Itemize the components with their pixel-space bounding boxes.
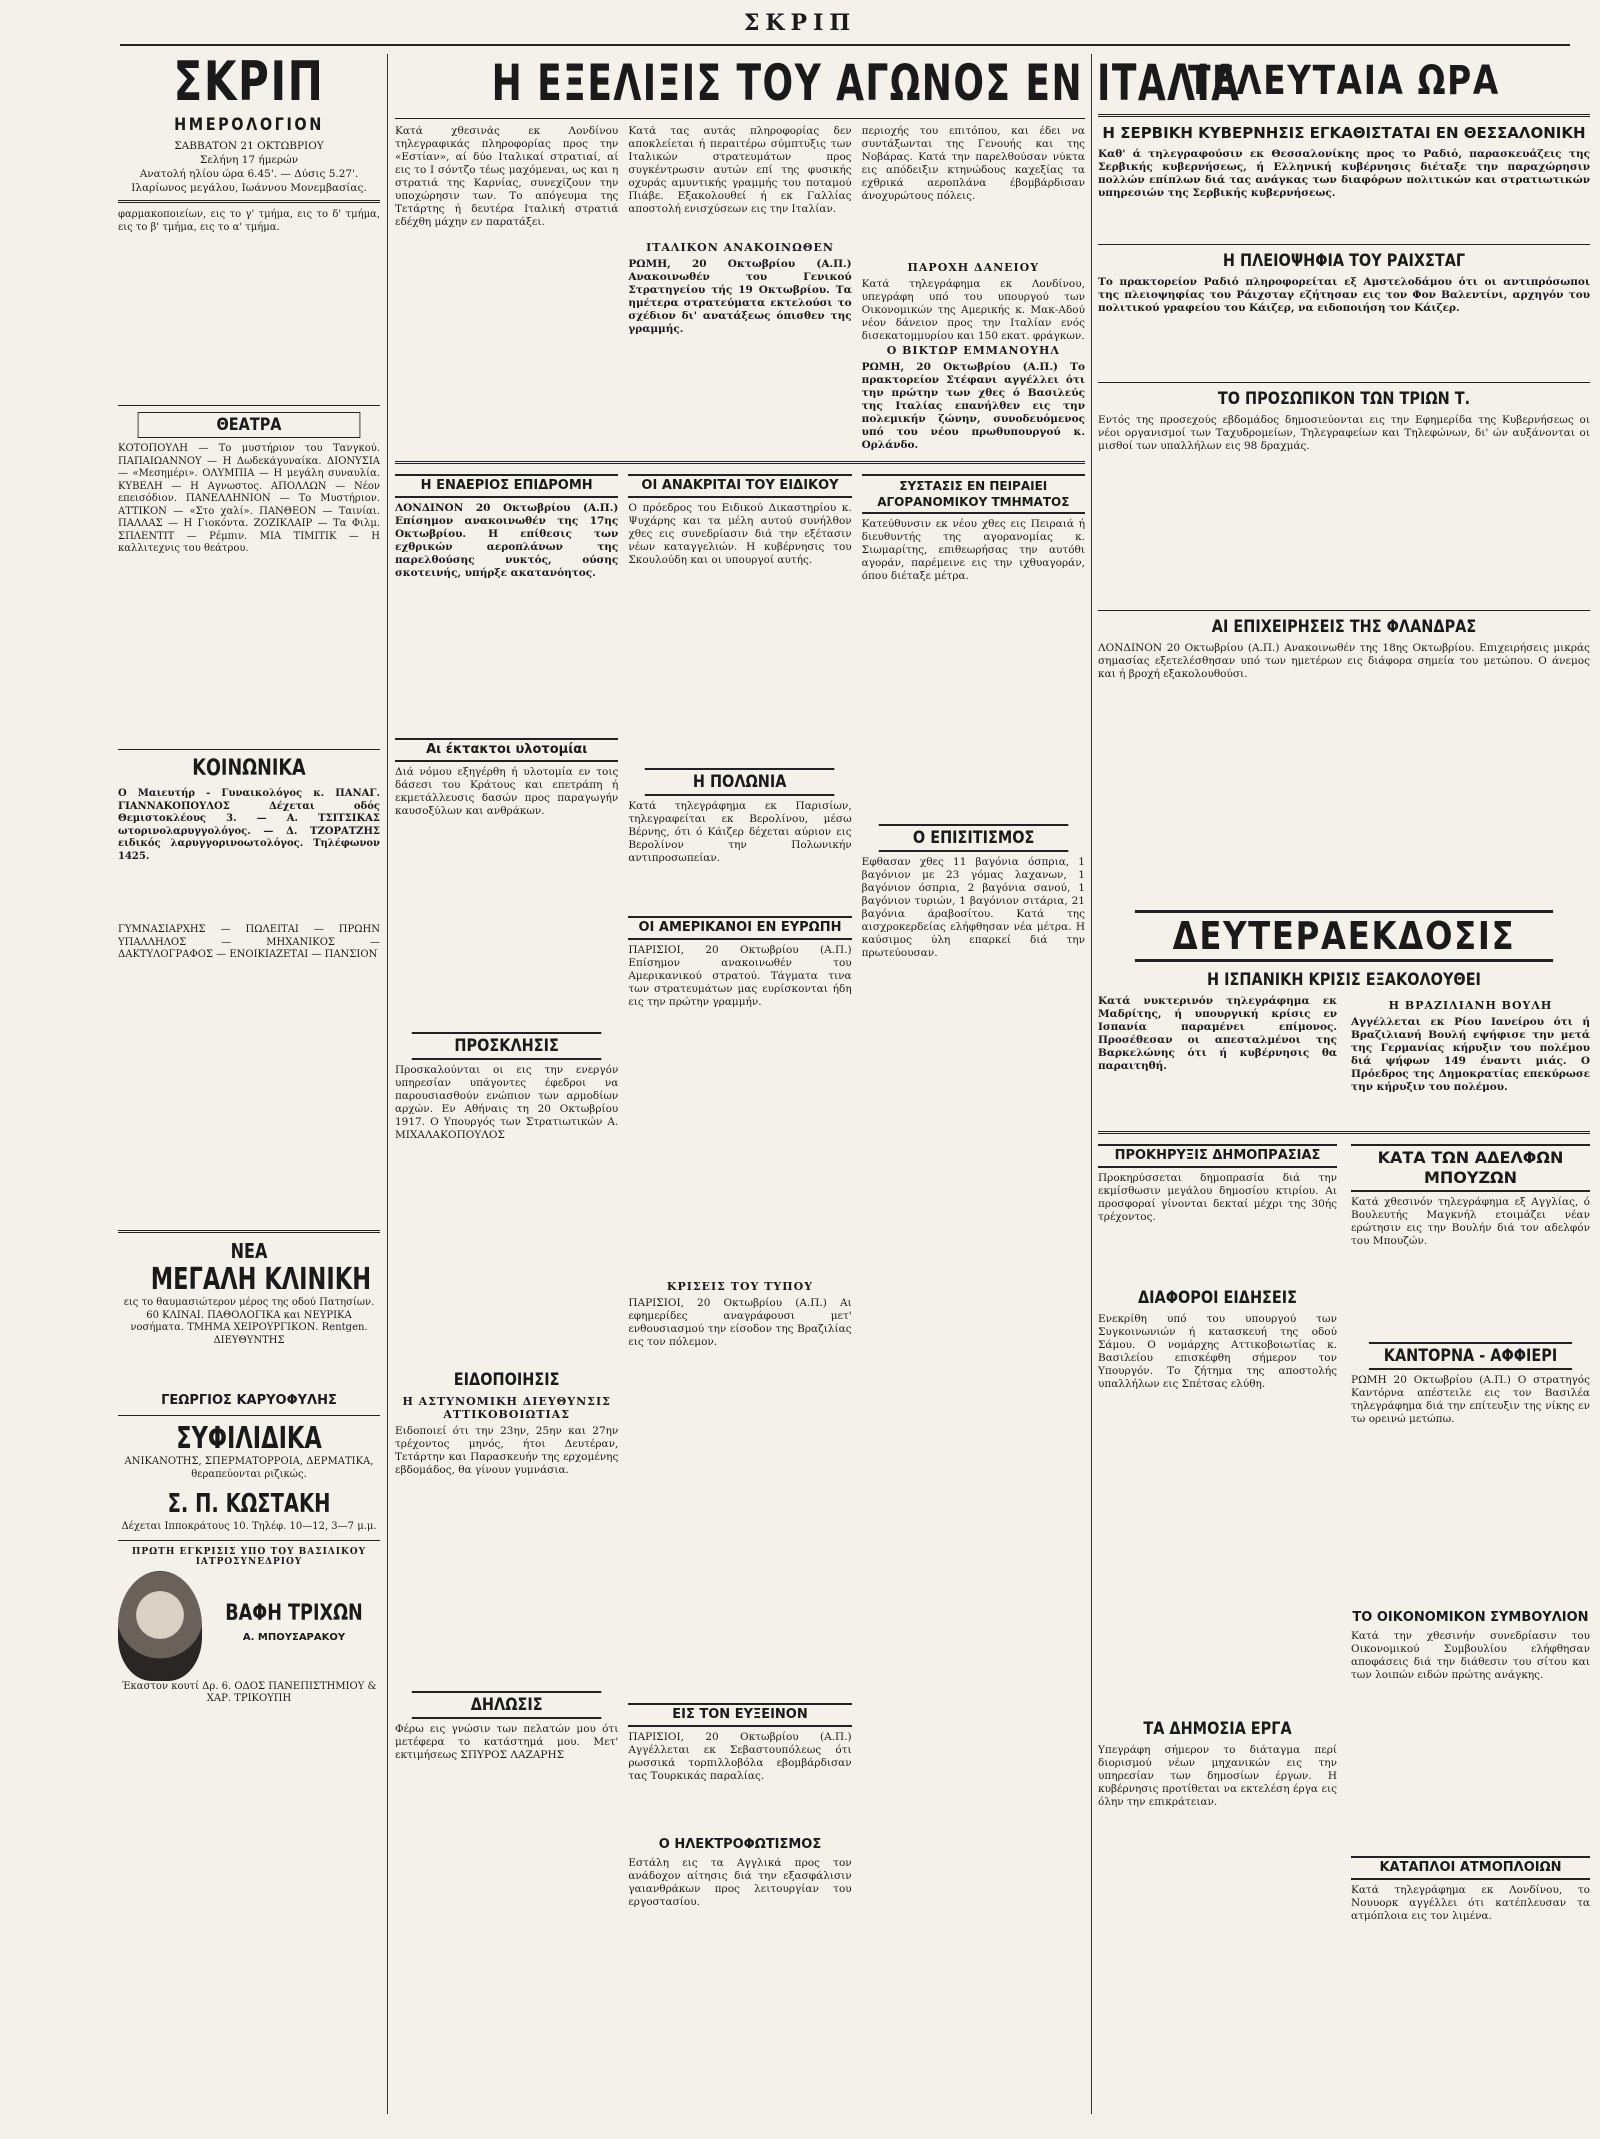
three-t-text: Εντός της προσεχούς εβδομάδος δημοσιεύονται εις την Εφημερίδα της Κυβερνήσεως οι νέοι οργανισμοί των Ταχυδρομείων, Τηλεγραφείων και Τηλεφώνων, δι' ών αυξάνονται οι μισθοί των υπαλλήλων εις 98 δραχμάς. [1098, 414, 1590, 452]
divider [118, 1230, 380, 1233]
second-edition-banner: ΔΕΥΤΕΡΑΕΚΔΟΣΙΣ [1135, 910, 1553, 962]
divider [1098, 114, 1590, 117]
electric-heading: Ο ΗΛΕΚΤΡΟΦΩΤΙΣΜΟΣ [658, 1837, 822, 1852]
tender-heading: ΠΡΟΚΗΡΥΞΙΣ ΔΗΜΟΠΡΑΣΙΑΣ [1098, 1144, 1337, 1168]
flanders-text: ΛΟΝΔΙΝΟΝ 20 Οκτωβρίου (Α.Π.) Ανακοινωθέν της 18ης Οκτωβρίου. Επιχειρήσεις μικράς σημασίας εξετελέσθησαν υπό των ημετέρων εις διάφορα σημεία του μετώπου. Ο άνεμος και ή βροχή εξακολουθούσι. [1098, 642, 1590, 680]
calendar-title: ΣΚΡΙΠ [173, 50, 325, 113]
piraeus-text: Κατεύθυνσιν εκ νέου χθες εις Πειραιά ή διευθυντής της αγορανομίας κ. Σιωμαρίτης, επιθεωρήσας την αυτόθι αγοράν, παρέμεινε εις την ιχθυαγοράν, όπου διέταξε μέτρα. [861, 518, 1085, 582]
divider [118, 1540, 380, 1541]
calendar-subtitle: ΗΜΕΡΟΛΟΓΙΟΝ [174, 115, 324, 135]
police-heading: Η ΑΣΤΥΝΟΜΙΚΗ ΔΙΕΥΘΥΝΣΙΣ ΑΤΤΙΚΟΒΟΙΩΤΙΑΣ [402, 1395, 611, 1421]
victor-text: ΡΩΜΗ, 20 Οκτωβρίου (Α.Π.) Το πρακτορείον Στέφανι αγγέλλει ότι την πρώτην των χθες ό Βασιλεύς της Ιταλίας επανήλθεν εις την πολεμικήν ζώνην, συνοδευόμενος υπό του νέου πρωθυπουργού κ. Ορλάνδο. [861, 361, 1085, 451]
hair-dye-ad-title: ΒΑΦΗ ΤΡΙΧΩΝ [225, 1600, 363, 1626]
divider [1098, 244, 1590, 245]
piraeus-heading: ΣΥΣΤΑΣΙΣ ΕΝ ΠΕΙΡΑΙΕΙ ΑΓΟΡΑΝΟΜΙΚΟΥ ΤΜΗΜΑΤΟΣ [862, 474, 1085, 514]
divider [118, 1415, 380, 1416]
food-supply-heading: Ο ΕΠΙΣΙΤΙΣΜΟΣ [878, 824, 1068, 852]
left-column [118, 50, 380, 2114]
food-supply-text: Εφθασαν χθες 11 βαγόνια όσπρια, 1 βαγόνιον με 23 γόμας λαχανων, 1 βαγόνιον όσπρια, 2 βαγόνια σανού, 1 βαγόνιον τυριών, 1 βαγόνιον σιτάρια, 21 βαγόνια άραβοσίτου. Κατά της αισχροκερδείας ελήφθησαν νέα μέτρα. Η καύσιμος ύλη επαρκεί διά την πρωτεύουσαν. [861, 856, 1085, 959]
middle-body-row [395, 470, 1085, 2110]
declaration-text: Φέρω εις γνώσιν των πελατών μου ότι μετέφερα το κατάστημά μου. Μετ' εκτιμήσεως ΣΠΥΡΟΣ ΛΑΖΑΡΗΣ [395, 1723, 619, 1761]
pharmacies-text: φαρμακοποιείων, εις το γ' τμήμα, εις το δ' τμήμα, εις το β' τμήμα, εις το α' τμήμα. [118, 209, 380, 233]
poland-text: Κατά τηλεγράφημα εκ Παρισίων, τηλεγραφείται εκ Βερολίνου, μέσω Βέρνης, ότι ό Κάιζερ δέχεται αύριον εις Βερολίνον την Πολωνικήν αντιπροσωπείαν. [628, 800, 852, 864]
invitation-text: Προσκαλούνται οι εις την ενεργόν υπηρεσίαν υπάγοντες έφεδροι να παρουσιασθούν ενώπιον των αρμοδίων αρχών. Εν Αθήναις τη 20 Οκτωβρίου 1917. Ο Υπουργός των Στρατιωτικών Α. ΜΙΧΑΛΑΚΟΠΟΥΛΟΣ [395, 1064, 619, 1141]
brazil-heading: Η ΒΡΑΖΙΛΙΑΝΗ ΒΟΥΛΗ [1388, 999, 1553, 1012]
clinic-ad-top: ΝΕΑ [230, 1239, 268, 1263]
spain-heading: Η ΙΣΠΑΝΙΚΗ ΚΡΙΣΙΣ ΕΞΑΚΟΛΟΥΘΕΙ [1207, 970, 1481, 990]
syph-ad-doctor: Σ. Π. ΚΩΣΤΑΚΗ [167, 1489, 331, 1519]
divider [1098, 610, 1590, 611]
calendar-sun: Ανατολή ηλίου ώρα 6.45'. — Δύσις 5.27'. [139, 168, 359, 180]
syph-ad [118, 1422, 380, 1534]
spain-text: Κατά νυκτερινόν τηλεγράφημα εκ Μαδρίτης, ή υπουργική κρίσις εν Ισπανία παραμένει επίμονος. Προσέθεσαν οι απεσταλμένοι της Βαρκελώνης ότι ή κυβέρνησις θα παραιτηθή. [1098, 995, 1337, 1072]
divider [1098, 1131, 1590, 1134]
serbia-text: Καθ' ά τηλεγραφούσιν εκ Θεσσαλονίκης προς το Ραδιό, παρασκευάζεις της Σερβικής κυβερνήσεως, ή Ελληνική κυβέρνησις διέταξε την παραχώρησιν πολλών επίπλων διά τας ανάγκας των διαφόρων πολιτικών και στρατιωτικών υπηρεσιών της Σερβικής κυβερνήσεως. [1098, 148, 1590, 199]
three-t-heading: ΤΟ ΠΡΟΣΩΠΙΚΟΝ ΤΩΝ ΤΡΙΩΝ Τ. [1217, 389, 1471, 409]
cadorna-heading: ΚΑΝΤΟΡΝΑ - ΑΦΦΙΕΡΙ [1369, 1342, 1572, 1370]
press-heading: ΚΡΙΣΕΙΣ ΤΟΥ ΤΥΠΟΥ [666, 1280, 814, 1293]
divider [118, 405, 380, 406]
hair-dye-ad-top: ΠΡΩΤΗ ΕΓΚΡΙΣΙΣ ΥΠΟ ΤΟΥ ΒΑΣΙΛΙΚΟΥ ΙΑΤΡΟΣΥΝΕΔΡΙΟΥ [131, 1546, 367, 1567]
bouzon-text: Κατά χθεσινόν τηλεγράφημα εξ Αγγλίας, ό Βουλευτής Μαγκνήλ ετοιμάζει νέαν ερώτησιν εις την Βουλήν διά τον αδελφόν του Μπουζών. [1351, 1196, 1590, 1247]
serbia-heading: Η ΣΕΡΒΙΚΗ ΚΥΒΕΡΝΗΣΙΣ ΕΓΚΑΘΙΣΤΑΤΑΙ ΕΝ ΘΕΣΣΑΛΟΝΙΚΗ [1102, 124, 1586, 142]
euxine-heading: ΕΙΣ ΤΟΝ ΕΥΞΕΙΝΟΝ [628, 1703, 851, 1727]
italian-communique-text: ΡΩΜΗ, 20 Οκτωβρίου (Α.Π.) Ανακοινωθέν του Γενικού Στρατηγείου τής 19 Οκτωβρίου. Τα ημέτερα στρατεύματα εκτελούσι το σχέδιον δι' ανατάξεως όπισθεν της γραμμής. [628, 258, 852, 335]
police-text: Ειδοποιεί ότι την 23ην, 25ην και 27ην τρέχοντος μηνός, ήτοι Δευτέραν, Τετάρτην και Παρασκευήν της ερχομένης εβδομάδος, θα γίνουν γυμνάσια. [395, 1425, 619, 1476]
italy-banner: Η ΕΞΕΛΙΞΙΣ ΤΟΥ ΑΓΩΝΟΣ ΕΝ ΙΤΑΛΙΑ [491, 54, 1241, 112]
hair-dye-ad-brand: Α. ΜΠΟΥΣΑΡΑΚΟΥ [242, 1631, 346, 1643]
reichstag-heading: Η ΠΛΕΙΟΨΗΦΙΑ ΤΟΥ ΡΑΙΧΣΤΑΓ [1222, 251, 1466, 271]
flanders-heading: ΑΙ ΕΠΙΧΕΙΡΗΣΕΙΣ ΤΗΣ ΦΛΑΝΔΡΑΣ [1211, 617, 1477, 637]
right-column [1098, 54, 1590, 2114]
cadorna-text: ΡΩΜΗ 20 Οκτωβρίου (Α.Π.) Ο στρατηγός Καντόρνα απέστειλε εις τον Βασιλέα τηλεγράφημα διά την επίτευξιν της νίκης εν τω ορεινώ μετώπω. [1351, 1374, 1590, 1425]
public-works-text: Υπεγράφη σήμερον το διάταγμα περί διορισμού νέων μηχανικών εις την υπηρεσίαν των δημοσίων έργων. Η κυβέρνησις προτίθεται να εκτελέση έργα εις όλην την επικράτειαν. [1098, 1744, 1337, 1808]
bouzon-heading: ΚΑΤΑ ΤΩΝ ΑΔΕΛΦΩΝ ΜΠΟΥΖΩΝ [1351, 1144, 1590, 1192]
divider [118, 749, 380, 750]
americans-text: ΠΑΡΙΣΙΟΙ, 20 Οκτωβρίου (Α.Π.) Επίσημον ανακοινωθέν του Αμερικανικού στρατού. Τάγματα τινα των στρατευμάτων μας ευρίσκονται ήδη εις την πρώτην γραμμήν. [628, 944, 852, 1008]
column-rule [1091, 54, 1092, 2114]
clinic-ad [118, 1239, 380, 1409]
ships-text: Κατά τηλεγράφημα εκ Λονδίνου, το Νουυορκ αγγέλλει ότι κατέπλευσαν τα ατμόπλοια εις τον λιμένα. [1351, 1884, 1590, 1922]
hair-dye-ad-text: Έκαστον κουτί Δρ. 6. ΟΔΟΣ ΠΑΝΕΠΙΣΤΗΜΙΟΥ & ΧΑΡ. ΤΡΙΚΟΥΠΗ [121, 1680, 377, 1704]
theatres-text: ΚΟΤΟΠΟΥΛΗ — Το μυστήριον του Τανγκού. ΠΑΠΑΙΩΑΝΝΟΥ — Η Δωδεκάγυναίκα. ΔΙΟΝΥΣΙΑ — «Μεσημέρι». ΟΛΥΜΠΙΑ — Η μεγάλη συναυλία. ΚΥΒΕΛΗ — Η Αγνωστος. ΑΠΟΛΛΩΝ — Νέον επεισόδιον. ΠΑΝΕΛΛΗΝΙΟΝ — Το Μυστήριον. ΑΤΤΙΚΟΝ — «Στο χαλί». ΠΑΝΘΕΟΝ — Ταινίαι. ΠΑΛΛΑΣ — Η Γιοκόντα. ΖΟΖΙΚΛΑΙΡ — Τα Φιλμ. ΣΠΛΕΝΤΙΤ — Ρέμπιν. ΜΙΑ ΤΙΜΙΤΙΚ — Η καλλιτεχνις του θεάτρου. [118, 443, 380, 554]
various-news-text: Ενεκρίθη υπό του υπουργού των Συγκοινωνιών ή κατασκευή της οδού Σάμου. Ο νομάρχης Αττικοβοιωτίας κ. Βασιλείου επισκέφθη σήμερον τον Υπουργόν. Το ζήτημα της αποστολής υπαλλήλων εις Σπέτσας ελύθη. [1098, 1313, 1337, 1390]
calendar-saints: Ιλαρίωνος μεγάλου, Ιωάννου Μονεμβασίας. [131, 182, 367, 194]
syph-ad-title: ΣΥΦΙΛΙΔΙΚΑ [176, 1421, 322, 1456]
euxine-text: ΠΑΡΙΣΙΟΙ, 20 Οκτωβρίου (Α.Π.) Αγγέλλεται εκ Σεβαστουπόλεως ότι ρωσσικά τορπιλλοβόλα εβομβάρδισαν τας Τουρκικάς παραλίας. [628, 1731, 852, 1782]
hair-dye-ad [118, 1547, 380, 1706]
various-news-heading: ΔΙΑΦΟΡΟΙ ΕΙΔΗΣΕΙΣ [1137, 1288, 1298, 1308]
econ-council-heading: ΤΟ ΟΙΚΟΝΟΜΙΚΟΝ ΣΥΜΒΟΥΛΙΟΝ [1352, 1610, 1589, 1625]
last-hour-banner: ΤΕΛΕΥΤΑΙΑ ΩΡΑ [1188, 58, 1500, 104]
theatres-heading: ΘΕΑΤΡΑ [138, 412, 361, 438]
clinic-ad-director: ΓΕΩΡΓΙΟΣ ΚΑΡΥΟΦΥΛΗΣ [161, 1393, 337, 1408]
masthead-rule [120, 44, 1570, 46]
hair-dye-portrait [118, 1571, 202, 1681]
clinic-ad-title: ΜΕΓΑΛΗ ΚΛΙΝΙΚΗ [150, 1262, 372, 1297]
syph-ad-hours: Δέχεται Ιπποκράτους 10. Τηλέφ. 10—12, 3—7 μ.μ. [121, 1521, 377, 1532]
poland-heading: Η ΠΟΛΩΝΙΑ [645, 768, 835, 796]
public-works-heading: ΤΑ ΔΗΜΟΣΙΑ ΕΡΓΑ [1143, 1719, 1292, 1739]
inquiry-heading: ΟΙ ΑΝΑΚΡΙΤΑΙ ΤΟΥ ΕΙΔΙΚΟΥ [628, 474, 851, 498]
classifieds-text: ΓΥΜΝΑΣΙΑΡΧΗΣ — ΠΩΛΕΙΤΑΙ — ΠΡΩΗΝ ΥΠΑΛΛΗΛΟΣ — ΜΗΧΑΝΙΚΟΣ — ΔΑΚΤΥΛΟΓΡΑΦΟΣ — ΕΝΟΙΚΙΑΖΕΤΑΙ — ΠΑΝΣΙΟΝ [118, 924, 380, 960]
syph-ad-text: ΑΝΙΚΑΝΟΤΗΣ, ΣΠΕΡΜΑΤΟΡΡΟΙΑ, ΔΕΡΜΑΤΙΚΑ, θεραπεύονται ριζικώς. [124, 1456, 374, 1480]
tender-text: Προκηρύσσεται δημοπρασία διά την εκμίσθωσιν μεγάλου δημοσίου κτιρίου. Αι προσφοραί γίνονται δεκταί μέχρι της 30ής τρέχοντος. [1098, 1172, 1337, 1223]
loan-text: Κατά τηλεγράφημα εκ Λονδίνου, υπεγράφη υπό του υπουργού των Οικονομικών της Αμερικής κ. Μακ-Αδού νέον δάνειον προς την Ιταλίαν ενός δισεκατομμυρίου και 150 εκατ. φράγκων. [861, 278, 1085, 342]
divider [118, 200, 380, 203]
invitation-heading: ΠΡΟΣΚΛΗΣΙΣ [412, 1032, 602, 1060]
right-body-row [1098, 1140, 1590, 1970]
social-text: Ο Μαιευτήρ - Γυναικολόγος κ. ΠΑΝΑΓ. ΓΙΑΝΝΑΚΟΠΟΥΛΟΣ Δέχεται οδός Θεμιστοκλέους 3. — Α. ΤΣΙΤΣΙΚΑΣ ωτορινολαρυγγολόγος. — Δ. ΤΖΟΡΑΤΖΗΣ ειδικός λαρυγγορινοωτολόγος. Τηλέφωνον 1425. [118, 788, 380, 862]
italy-lead-3: περιοχής του επιτόπου, και έδει να συντάξωνται της Γενουής και της Νοβάρας. Κατά την παρελθούσαν νύκτα εις απόδειξιν κτηνώδους καχεξίας τα εχθρικά αεροπλάνα έβομβάρδισαν άνοχυρώτους πόλεις. [861, 125, 1085, 202]
italy-lead-1: Κατά χθεσινάς εκ Λονδίνου τηλεγραφικάς πληροφορίας προς την «Εστίαν», αί δύο Ιταλικαί στρατιαί, αί εις το Ι σόντζο τέως μαχόμεναι, ως και η στρατιά της Καρνίας, συνεχίζουν την υποχώρησιν των. Το απόγευμα της Τετάρτης ή δευτέρα Ιταλική στρατιά εδέχθη μάχην εν παρατάξει. [395, 125, 619, 228]
declaration-heading: ΔΗΛΩΣΙΣ [412, 1691, 602, 1719]
column-rule [387, 54, 388, 2114]
logging-heading: Αι έκτακτοι υλοτομίαι [395, 738, 618, 762]
lead-row [395, 125, 1085, 455]
ships-heading: ΚΑΤΑΠΛΟΙ ΑΤΜΟΠΛΟΙΩΝ [1351, 1856, 1590, 1880]
press-text: ΠΑΡΙΣΙΟΙ, 20 Οκτωβρίου (Α.Π.) Αι εφημερίδες αναγράφουσι μετ' ενθουσιασμού την είσοδον της Βραζιλίας εις τον πόλεμον. [628, 1297, 852, 1348]
reichstag-text: Το πρακτορείον Ραδιό πληροφορείται εξ Αμστελοδάμου ότι οι αντιπρόσωποι της πλειοψηφίας του Ράιχσταγ εζήτησαν εις τον Φον Βαλεντίνι, αρχηγόν του πολιτικού γραφείου του Κάιζερ, να ειδοποιήση τον Κάιζερ. [1098, 276, 1590, 314]
electric-text: Εστάλη εις τα Αγγλικά προς τον ανάδοχον αίτησις διά την εξασφάλισιν γαιανθράκων προς λειτουργίαν του εργοστασίου. [628, 1857, 852, 1908]
italy-lead-2: Κατά τας αυτάς πληροφορίας δεν αποκλείεται ή περαιτέρω σύμπτυξις των Ιταλικών στρατευμάτων προς συγκέντρωσιν αυτών επί της φυσικής οχυράς αμυντικής γραμμής του ποταμού Πιάβε. Εξακολουθεί ή εκ Γαλλίας αποστολή ενισχύσεων εις την Ιταλίαν. [628, 125, 852, 215]
brazil-text: Αγγέλλεται εκ Ρίου Ιανείρου ότι ή Βραζιλιανή Βουλή εψήφισε την μετά της Γερμανίας κήρυξιν του πολέμου διά ψήφων 149 έναντι μιάς. Ο Πρόεδρος της Δημοκρατίας επεκύρωσε την κήρυξιν του πολέμου. [1351, 1016, 1590, 1093]
inquiry-text: Ο πρόεδρος του Ειδικού Δικαστηρίου κ. Ψυχάρης και τα μέλη αυτού συνήλθον χθες εις συνεδρίασιν διά την εξέτασιν νέων καταγγελιών. Η κυβέρνησις του Σκουλούδη και οι υπουργοί αυτής. [628, 502, 852, 566]
notice-heading: ΕΙΔΟΠΟΙΗΣΙΣ [453, 1370, 560, 1390]
divider [395, 118, 1085, 119]
calendar-date: ΣΑΒΒΑΤΟΝ 21 ΟΚΤΩΒΡΙΟΥ [174, 140, 324, 152]
spain-brazil-row [1098, 995, 1590, 1125]
air-raid-heading: Η ΕΝΑΕΡΙΟΣ ΕΠΙΔΡΟΜΗ [395, 474, 618, 498]
social-heading: ΚΟΙΝΩΝΙΚΑ [192, 756, 306, 781]
loan-heading: ΠΑΡΟΧΗ ΔΑΝΕΙΟΥ [907, 261, 1040, 274]
logging-text: Διά νόμου εξηγέρθη ή υλοτομία εν τοις δάσεσι του Κράτους και επετράπη ή εκμετάλλευσις δασών προς παραγωγήν καυσοξύλων και ανθράκων. [395, 766, 619, 817]
econ-council-text: Κατά την χθεσινήν συνεδρίασιν του Οικονομικού Συμβουλίου ελήφθησαν αποφάσεις διά την διάθεσιν του σίτου και των λοιπών ειδών πρώτης ανάγκης. [1351, 1630, 1590, 1681]
divider [1098, 382, 1590, 383]
americans-heading: ΟΙ ΑΜΕΡΙΚΑΝΟΙ ΕΝ ΕΥΡΩΠΗ [628, 916, 851, 940]
masthead: ΣΚΡΙΠ [743, 10, 857, 36]
victor-heading: Ο ΒΙΚΤΩΡ ΕΜΜΑΝΟΥΗΛ [886, 344, 1060, 357]
clinic-ad-text: εις το θαυμασιώτερον μέρος της οδού Πατησίων. 60 ΚΛΙΝΑΙ. ΠΑΘΟΛΟΓΙΚΑ και ΝΕΥΡΙΚΑ νοσήματα. ΤΜΗΜΑ ΧΕΙΡΟΥΡΓΙΚΟΝ. Rentgen. ΔΙΕΥΘΥΝΤΗΣ [123, 1297, 375, 1346]
calendar-moon: Σελήνη 17 ήμερών [199, 154, 299, 166]
italian-communique-heading: ΙΤΑΛΙΚΟΝ ΑΝΑΚΟΙΝΩΘΕΝ [646, 241, 834, 254]
divider [395, 461, 1085, 464]
air-raid-text: ΛΟΝΔΙΝΟΝ 20 Οκτωβρίου (Α.Π.) Επίσημον ανακοινωθέν της 17ης Οκτωβρίου. Η επίθεσις των εχθρικών αεροπλάνων της παρελθούσης νυκτός, ούσης σκοτεινής, υπήρξε ακατανόητος. [395, 502, 619, 579]
